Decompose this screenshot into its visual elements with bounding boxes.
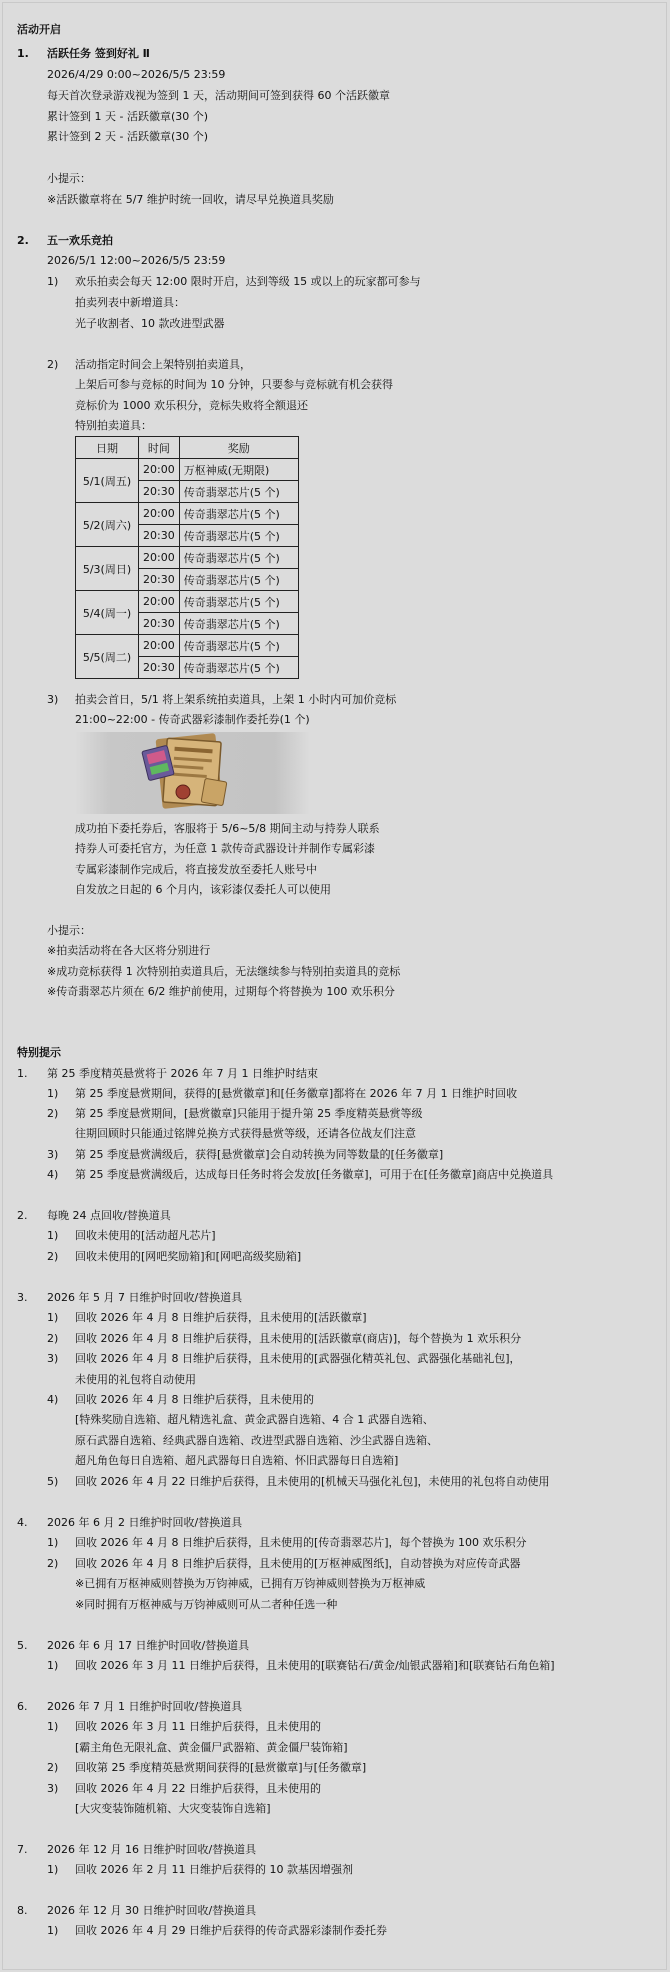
column-header: 日期 [76, 437, 139, 459]
item-line: 活动指定时间会上架特别拍卖道具， [75, 358, 251, 371]
table-header-row [76, 437, 299, 459]
item-line: ※已拥有万枢神威则替换为万钧神威，已拥有万钧神威则替换为万枢神威 [75, 1577, 426, 1590]
item-line: 21:00~22:00 - 传奇武器彩漆制作委托券(1 个) [75, 713, 310, 726]
item-line: 竞标价为 1000 欢乐积分，竞标失败将全额退还 [75, 399, 308, 412]
reward-cell: 万枢神威(无期限) [179, 459, 298, 481]
item-line: 回收 2026 年 4 月 8 日维护后获得，且未使用的[武器强化精英礼包、武器强化基础礼包]， [75, 1352, 521, 1365]
group-number: 7. [17, 1843, 28, 1856]
group-number: 3. [17, 1291, 28, 1304]
item-line: 回收 2026 年 4 月 22 日维护后获得，且未使用的 [75, 1782, 321, 1795]
event-time: 2026/4/29 0:00~2026/5/5 23:59 [47, 68, 226, 81]
item-line: 光子收割者、10 款改进型武器 [75, 317, 225, 330]
item-line: [霸主角色无限礼盒、黄金僵尸武器箱、黄金僵尸装饰箱] [75, 1741, 348, 1754]
table-row [76, 459, 299, 481]
time-cell: 20:30 [139, 481, 180, 503]
item-number: 3) [47, 1352, 59, 1365]
item-line: 回收 2026 年 3 月 11 日维护后获得，且未使用的[联赛钻石/黄金/灿银武器箱]和[联赛钻石角色箱] [75, 1659, 555, 1672]
time-cell: 20:30 [139, 657, 180, 679]
date-cell: 5/4(周一) [76, 591, 139, 635]
tip-title: 小提示： [47, 172, 91, 185]
reward-cell: 传奇翡翠芯片(5 个) [179, 569, 298, 591]
item-line: 专属彩漆制作完成后，将直接发放至委托人账号中 [75, 863, 317, 876]
item-line: 回收 2026 年 3 月 11 日维护后获得，且未使用的 [75, 1720, 321, 1733]
voucher-image [75, 732, 310, 814]
group-number: 5. [17, 1639, 28, 1652]
section-title: 活动开启 [17, 23, 61, 36]
item-number: 4) [47, 1168, 59, 1181]
table-body [76, 459, 299, 679]
item-number: 5) [47, 1475, 59, 1488]
item-number: 3) [47, 1148, 59, 1161]
auction-schedule-table [75, 436, 299, 679]
group-number: 4. [17, 1516, 28, 1529]
item-line: 成功拍下委托券后，客服将于 5/6~5/8 期间主动与持券人联系 [75, 822, 380, 835]
item-line: 自发放之日起的 6 个月内，该彩漆仅委托人可以使用 [75, 883, 331, 896]
item-number: 2) [47, 1761, 59, 1774]
group-number: 6. [17, 1700, 28, 1713]
reward-line: 累计签到 1 天 - 活跃徽章(30 个) [47, 110, 209, 123]
time-cell: 20:30 [139, 525, 180, 547]
voucher-scroll-icon [75, 732, 310, 814]
item-number: 2) [47, 358, 59, 371]
time-cell: 20:00 [139, 591, 180, 613]
group-title: 每晚 24 点回收/替换道具 [47, 1209, 171, 1222]
item-number: 1) [47, 275, 59, 288]
item-line: 超凡角色每日自选箱、超凡武器每日自选箱、怀旧武器每日自选箱] [75, 1454, 399, 1467]
date-cell: 5/3(周日) [76, 547, 139, 591]
item-number: 2) [47, 1332, 59, 1345]
event-number: 1. [17, 47, 29, 60]
item-number: 3) [47, 1782, 59, 1795]
time-cell: 20:00 [139, 547, 180, 569]
reward-cell: 传奇翡翠芯片(5 个) [179, 525, 298, 547]
item-line: 欢乐拍卖会每天 12:00 限时开启，达到等级 15 或以上的玩家都可参与 [75, 275, 421, 288]
item-line: 第 25 季度悬赏满级后，获得[悬赏徽章]会自动转换为同等数量的[任务徽章] [75, 1148, 444, 1161]
group-title: 2026 年 6 月 17 日维护时回收/替换道具 [47, 1639, 250, 1652]
item-line: 回收 2026 年 4 月 8 日维护后获得，且未使用的[活跃徽章] [75, 1311, 367, 1324]
item-line: 回收第 25 季度精英悬赏期间获得的[悬赏徽章]与[任务徽章] [75, 1761, 367, 1774]
reward-cell: 传奇翡翠芯片(5 个) [179, 591, 298, 613]
item-number: 1) [47, 1924, 59, 1937]
item-line: 回收未使用的[活动超凡芯片] [75, 1229, 216, 1242]
item-line: 持券人可委托官方，为任意 1 款传奇武器设计并制作专属彩漆 [75, 842, 375, 855]
group-title: 2026 年 7 月 1 日维护时回收/替换道具 [47, 1700, 243, 1713]
item-line: ※同时拥有万枢神威与万钧神威则可从二者种任选一种 [75, 1598, 338, 1611]
item-line: 回收 2026 年 4 月 22 日维护后获得，且未使用的[机械天马强化礼包]，未使用的礼包将自动使用 [75, 1475, 550, 1488]
event-title: 活跃任务 签到好礼 Ⅱ [47, 47, 150, 60]
time-cell: 20:00 [139, 459, 180, 481]
section-title: 特别提示 [17, 1046, 61, 1059]
group-title: 第 25 季度精英悬赏将于 2026 年 7 月 1 日维护时结束 [47, 1067, 318, 1080]
reward-cell: 传奇翡翠芯片(5 个) [179, 635, 298, 657]
item-line: 未使用的礼包将自动使用 [75, 1373, 196, 1386]
time-cell: 20:30 [139, 613, 180, 635]
group-number: 2. [17, 1209, 28, 1222]
item-line: 往期回顾时只能通过铭牌兑换方式获得悬赏等级，还请各位战友们注意 [75, 1127, 416, 1140]
item-line: 拍卖列表中新增道具： [75, 296, 185, 309]
reward-line: 累计签到 2 天 - 活跃徽章(30 个) [47, 130, 209, 143]
item-line: 第 25 季度悬赏满级后，达成每日任务时将会发放[任务徽章]，可用于在[任务徽章]商店中兑换道具 [75, 1168, 554, 1181]
event-desc: 每天首次登录游戏视为签到 1 天，活动期间可签到获得 60 个活跃徽章 [47, 89, 390, 102]
item-line: 回收 2026 年 2 月 11 日维护后获得的 10 款基因增强剂 [75, 1863, 353, 1876]
date-cell: 5/2(周六) [76, 503, 139, 547]
item-number: 1) [47, 1311, 59, 1324]
reward-cell: 传奇翡翠芯片(5 个) [179, 547, 298, 569]
item-line: 特别拍卖道具： [75, 419, 152, 432]
time-cell: 20:00 [139, 635, 180, 657]
item-number: 1) [47, 1229, 59, 1242]
item-line: 拍卖会首日，5/1 将上架系统拍卖道具，上架 1 小时内可加价竞标 [75, 693, 397, 706]
time-cell: 20:00 [139, 503, 180, 525]
group-title: 2026 年 12 月 30 日维护时回收/替换道具 [47, 1904, 257, 1917]
reward-cell: 传奇翡翠芯片(5 个) [179, 503, 298, 525]
table-row [76, 635, 299, 657]
date-cell: 5/5(周二) [76, 635, 139, 679]
item-number: 3) [47, 693, 59, 706]
table-row [76, 591, 299, 613]
item-line: 回收 2026 年 4 月 8 日维护后获得，且未使用的 [75, 1393, 314, 1406]
table-row [76, 503, 299, 525]
group-title: 2026 年 6 月 2 日维护时回收/替换道具 [47, 1516, 243, 1529]
item-number: 2) [47, 1107, 59, 1120]
item-number: 1) [47, 1863, 59, 1876]
item-line: 回收 2026 年 4 月 29 日维护后获得的传奇武器彩漆制作委托券 [75, 1924, 387, 1937]
item-number: 1) [47, 1720, 59, 1733]
group-number: 1. [17, 1067, 28, 1080]
event-number: 2. [17, 234, 29, 247]
group-title: 2026 年 5 月 7 日维护时回收/替换道具 [47, 1291, 243, 1304]
tip-line: ※成功竞标获得 1 次特别拍卖道具后，无法继续参与特别拍卖道具的竞标 [47, 965, 401, 978]
reward-cell: 传奇翡翠芯片(5 个) [179, 481, 298, 503]
item-number: 1) [47, 1536, 59, 1549]
item-line: 回收未使用的[网吧奖励箱]和[网吧高级奖励箱] [75, 1250, 302, 1263]
column-header: 时间 [139, 437, 180, 459]
item-number: 2) [47, 1250, 59, 1263]
item-number: 4) [47, 1393, 59, 1406]
item-line: [特殊奖励自选箱、超凡精选礼盒、黄金武器自选箱、4 合 1 武器自选箱、 [75, 1413, 434, 1426]
reward-cell: 传奇翡翠芯片(5 个) [179, 613, 298, 635]
time-cell: 20:30 [139, 569, 180, 591]
item-line: [大灾变装饰随机箱、大灾变装饰自选箱] [75, 1802, 271, 1815]
tip-title: 小提示： [47, 924, 91, 937]
group-number: 8. [17, 1904, 28, 1917]
item-line: 回收 2026 年 4 月 8 日维护后获得，且未使用的[万枢神威图纸]，自动替换为对应传奇武器 [75, 1557, 521, 1570]
item-line: 回收 2026 年 4 月 8 日维护后获得，且未使用的[传奇翡翠芯片]，每个替换为 100 欢乐积分 [75, 1536, 527, 1549]
item-line: 第 25 季度悬赏期间，获得的[悬赏徽章]和[任务徽章]都将在 2026 年 7 月 1 日维护时回收 [75, 1087, 518, 1100]
column-header: 奖励 [179, 437, 298, 459]
table-row [76, 547, 299, 569]
tip-line: ※传奇翡翠芯片须在 6/2 维护前使用，过期每个将替换为 100 欢乐积分 [47, 985, 395, 998]
reward-cell: 传奇翡翠芯片(5 个) [179, 657, 298, 679]
item-number: 1) [47, 1659, 59, 1672]
item-line: 上架后可参与竞标的时间为 10 分钟，只要参与竞标就有机会获得 [75, 378, 393, 391]
item-line: 原石武器自选箱、经典武器自选箱、改进型武器自选箱、沙尘武器自选箱、 [75, 1434, 438, 1447]
event-title: 五一欢乐竞拍 [47, 234, 113, 247]
group-title: 2026 年 12 月 16 日维护时回收/替换道具 [47, 1843, 257, 1856]
tip-line: ※拍卖活动将在各大区将分别进行 [47, 944, 211, 957]
date-cell: 5/1(周五) [76, 459, 139, 503]
item-line: 第 25 季度悬赏期间，[悬赏徽章]只能用于提升第 25 季度精英悬赏等级 [75, 1107, 423, 1120]
event-time: 2026/5/1 12:00~2026/5/5 23:59 [47, 254, 226, 267]
item-number: 2) [47, 1557, 59, 1570]
item-number: 1) [47, 1087, 59, 1100]
item-line: 回收 2026 年 4 月 8 日维护后获得，且未使用的[活跃徽章(商店)]，每个替换为 1 欢乐积分 [75, 1332, 522, 1345]
tip-line: ※活跃徽章将在 5/7 维护时统一回收，请尽早兑换道具奖励 [47, 193, 334, 206]
